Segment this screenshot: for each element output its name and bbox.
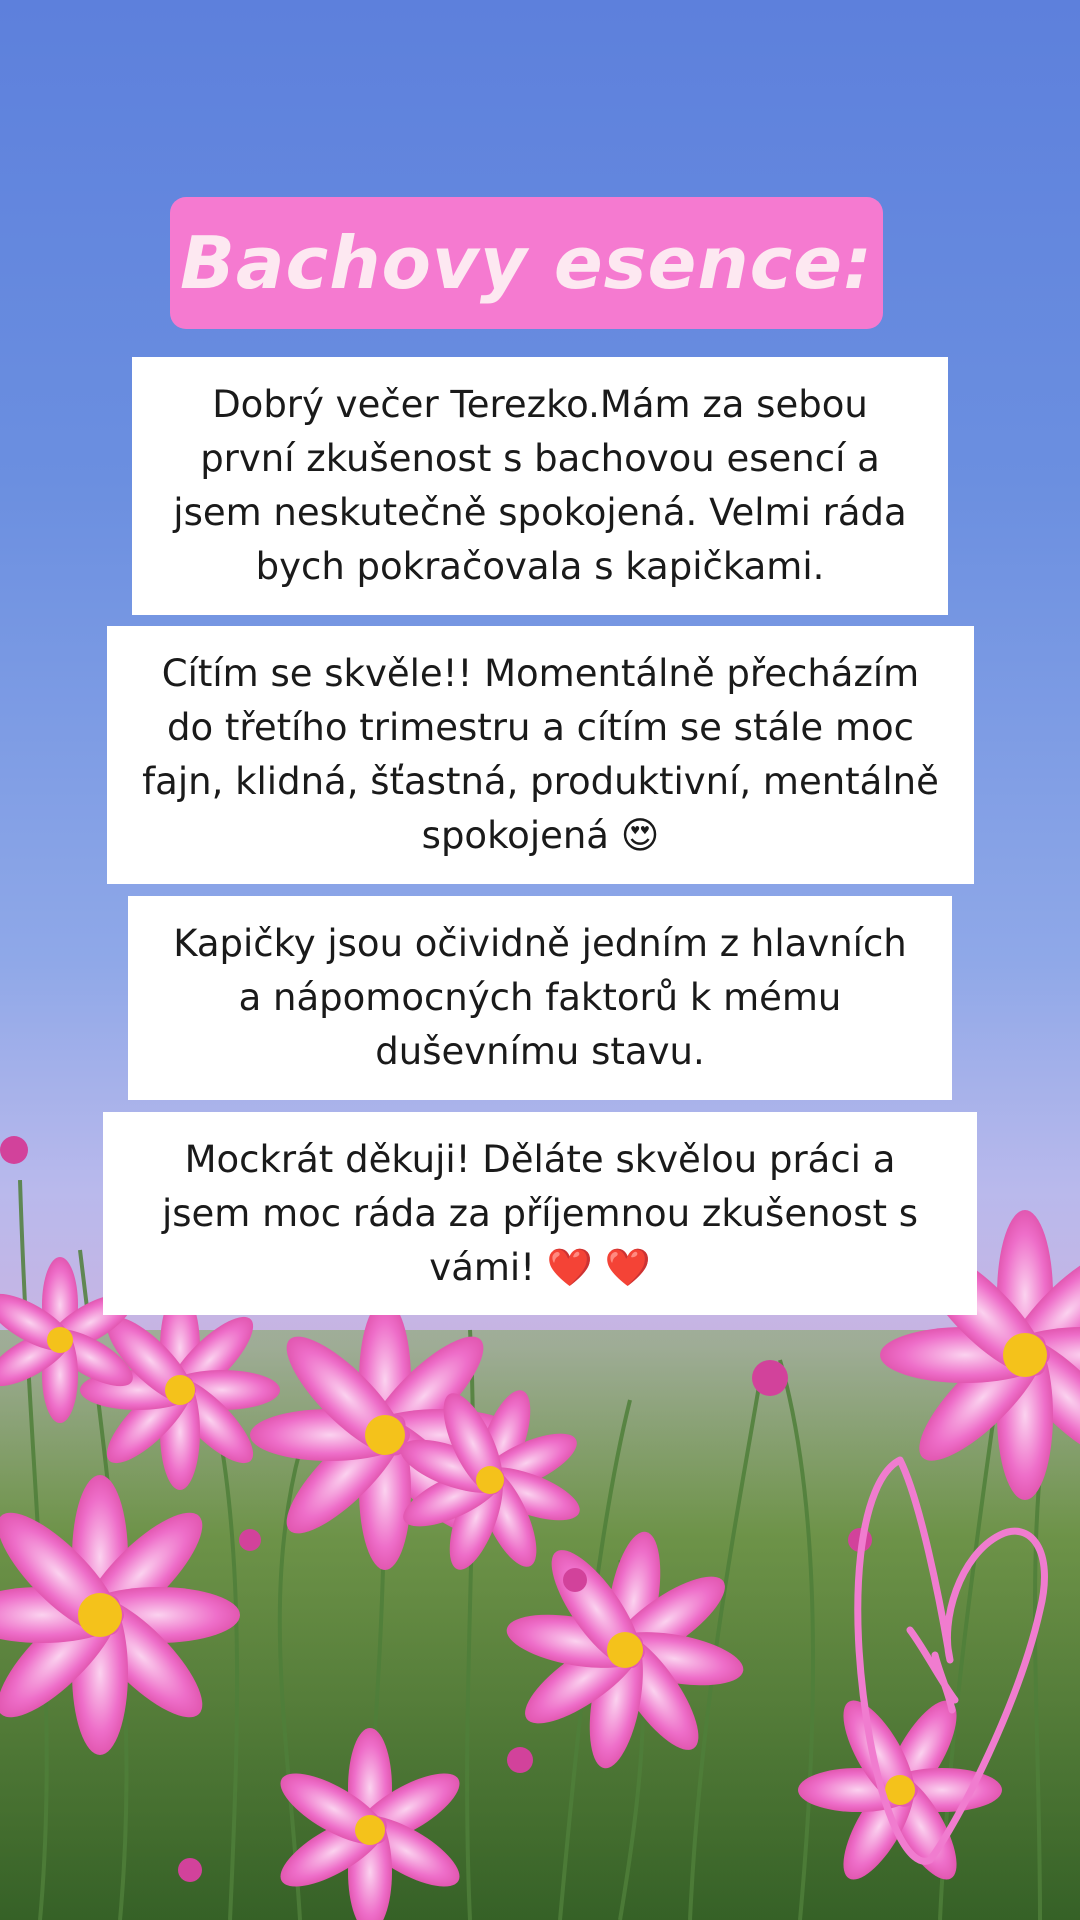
testimonial-card — [103, 1112, 977, 1315]
title-banner — [170, 197, 883, 329]
testimonial-card — [128, 896, 952, 1100]
testimonial-card — [132, 357, 948, 615]
page-title: Bachovy esence: — [180, 221, 873, 305]
heart-doodle-icon — [840, 1440, 1060, 1880]
testimonial-card — [107, 626, 974, 884]
testimonial-text: Kapičky jsou očividně jedním z hlavních a nápomocných faktorů k mému duševnímu stavu. — [173, 922, 907, 1073]
testimonial-text: Cítím se skvěle!! Momentálně přecházím do třetího trimestru a cítím se stále moc fajn, klidná, šťastná, produktivní, mentálně spokojená 😍 — [142, 652, 939, 857]
testimonial-text: Dobrý večer Terezko.Mám za sebou první zkušenost s bachovou esencí a jsem neskutečně spokojená. Velmi ráda bych pokračovala s kapičkami. — [173, 383, 907, 588]
testimonial-text: Mockrát děkuji! Děláte skvělou práci a jsem moc ráda za příjemnou zkušenost s vámi! ❤️ ❤️ — [161, 1137, 919, 1289]
